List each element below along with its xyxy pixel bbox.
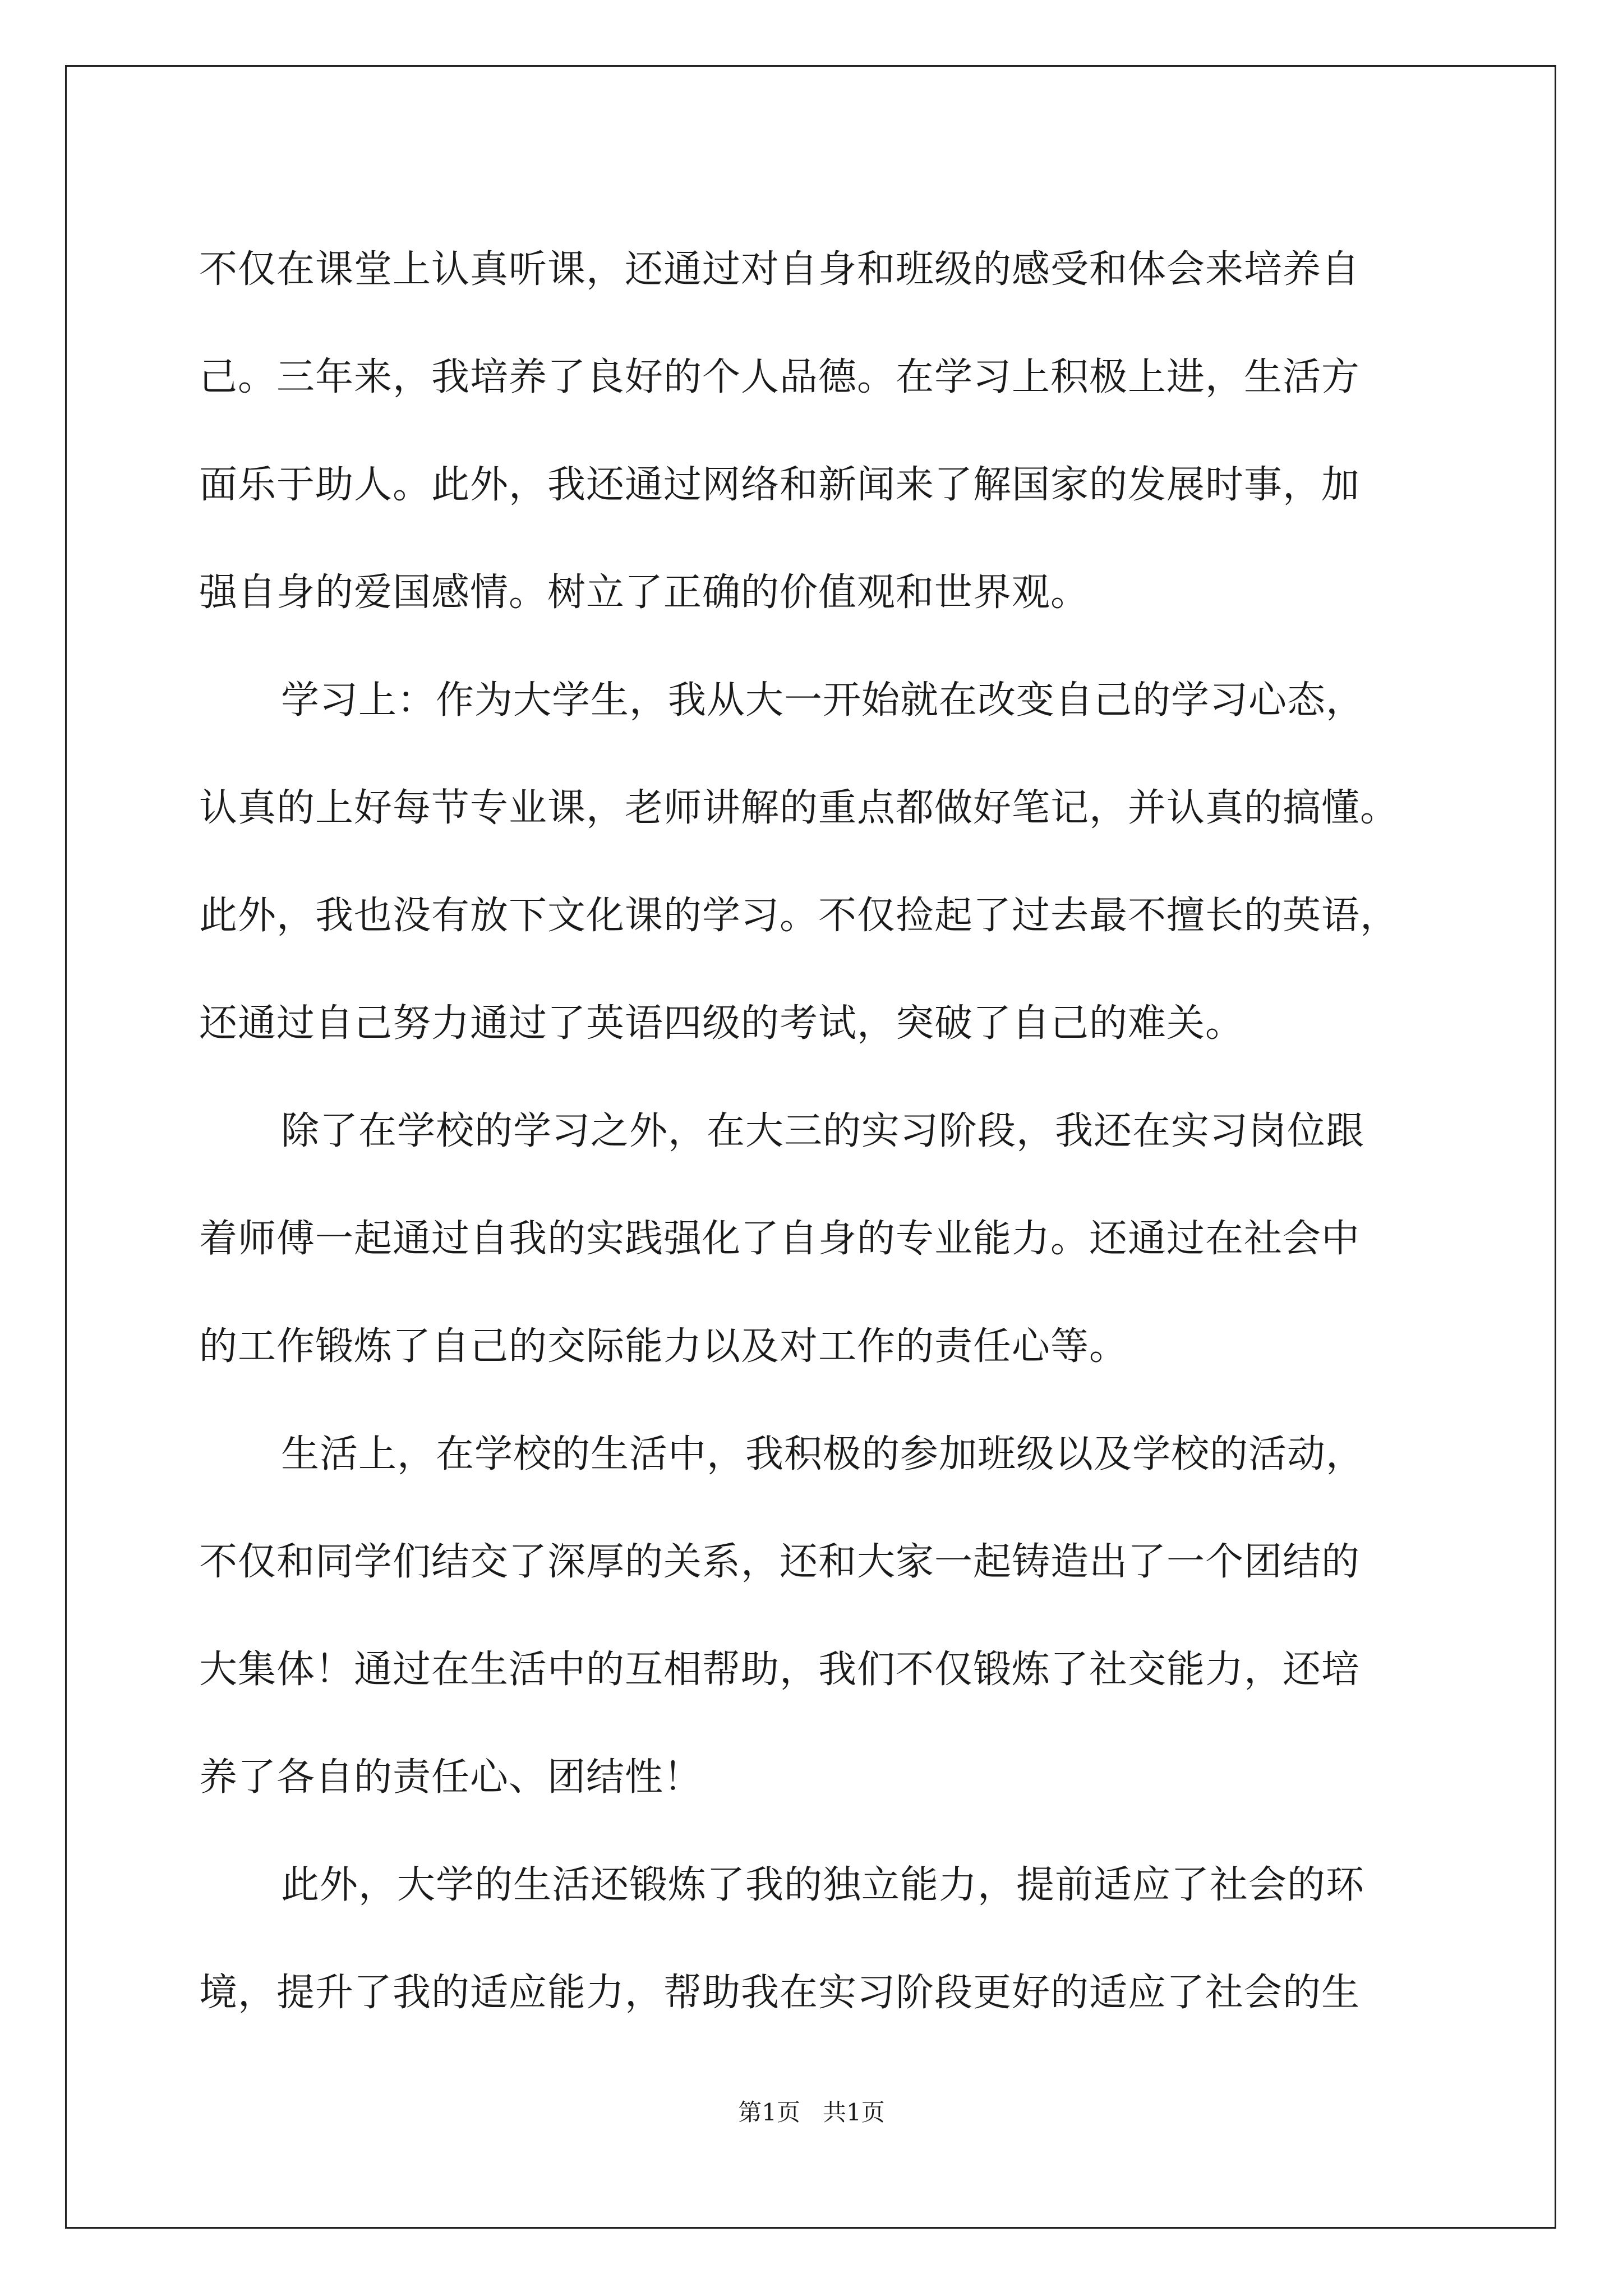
text-line-11: 的工作锻炼了自己的交际能力以及对工作的责任心等。 xyxy=(199,1324,1128,1369)
text-line-16: 此外，大学的生活还锻炼了我的独立能力，提前适应了社会的环 xyxy=(281,1863,1365,1907)
text-line-2: 己。三年来，我培养了良好的个人品德。在学习上积极上进，生活方 xyxy=(199,355,1361,399)
text-line-12: 生活上，在学校的生活中，我积极的参加班级以及学校的活动， xyxy=(281,1432,1365,1476)
text-line-14: 大集体！通过在生活中的互相帮助，我们不仅锻炼了社交能力，还培 xyxy=(199,1648,1361,1692)
text-line-5: 学习上：作为大学生，我从大一开始就在改变自己的学习心态， xyxy=(281,678,1365,723)
page-number-footer: 第1页 共1页 xyxy=(738,2099,885,2126)
text-line-6: 认真的上好每节专业课，老师讲解的重点都做好笔记，并认真的搞懂。 xyxy=(199,786,1399,830)
text-line-8: 还通过自己努力通过了英语四级的考试，突破了自己的难关。 xyxy=(199,1001,1244,1046)
text-line-1: 不仅在课堂上认真听课，还通过对自身和班级的感受和体会来培养自 xyxy=(199,247,1361,292)
text-line-13: 不仅和同学们结交了深厚的关系，还和大家一起铸造出了一个团结的 xyxy=(199,1540,1361,1584)
document-body xyxy=(199,216,1427,2047)
text-line-3: 面乐于助人。此外，我还通过网络和新闻来了解国家的发展时事，加 xyxy=(199,463,1361,507)
text-line-10: 着师傅一起通过自我的实践强化了自身的专业能力。还通过在社会中 xyxy=(199,1217,1361,1261)
text-line-17: 境，提升了我的适应能力，帮助我在实习阶段更好的适应了社会的生 xyxy=(199,1971,1361,2015)
text-line-15: 养了各自的责任心、团结性！ xyxy=(199,1755,703,1800)
text-line-4: 强自身的爱国感情。树立了正确的价值观和世界观。 xyxy=(199,570,1090,615)
text-line-9: 除了在学校的学习之外，在大三的实习阶段，我还在实习岗位跟 xyxy=(281,1109,1365,1153)
text-line-7: 此外，我也没有放下文化课的学习。不仅捡起了过去最不擅长的英语， xyxy=(199,894,1399,938)
